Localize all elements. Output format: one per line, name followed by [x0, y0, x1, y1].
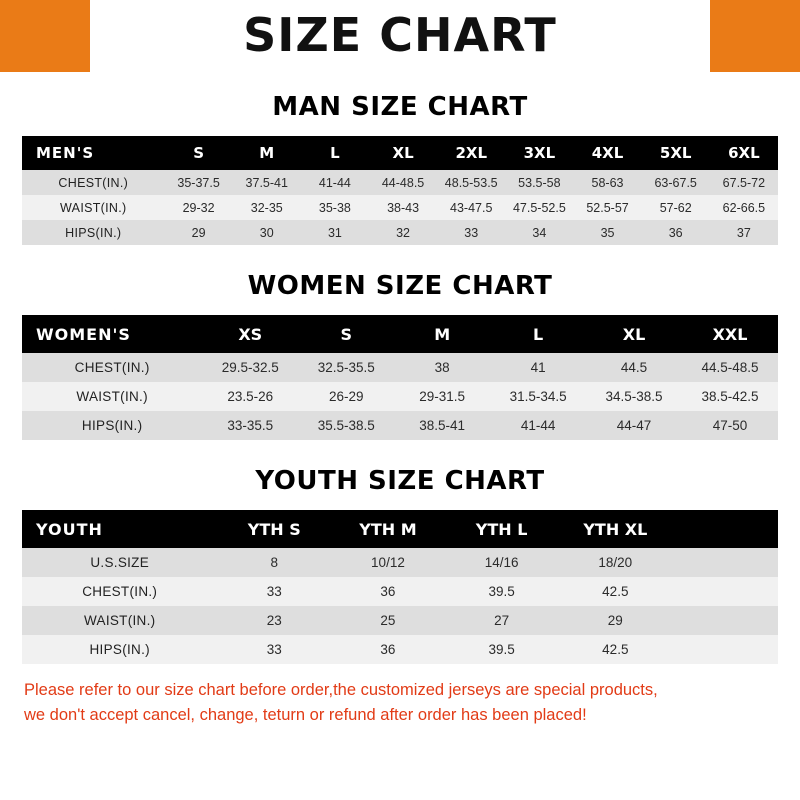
women-hips-2: 38.5-41	[394, 411, 490, 440]
men-hips-4: 33	[437, 220, 505, 245]
disclaimer-line-1: Please refer to our size chart before order,the customized jerseys are special products,	[24, 681, 658, 699]
banner-inner	[90, 0, 710, 72]
table-row	[22, 382, 778, 411]
youth-col-2: YTH L	[445, 510, 559, 548]
youth-row-label-chest: CHEST(IN.)	[22, 577, 217, 606]
youth-col-3: YTH XL	[558, 510, 672, 548]
section-title-youth: YOUTH SIZE CHART	[255, 466, 545, 496]
men-waist-8: 62-66.5	[710, 195, 778, 220]
women-waist-0: 23.5-26	[202, 382, 298, 411]
men-hips-7: 36	[642, 220, 710, 245]
men-col-6: 4XL	[573, 136, 641, 170]
women-chest-1: 32.5-35.5	[298, 353, 394, 382]
women-row-label-hips: HIPS(IN.)	[22, 411, 202, 440]
banner	[0, 0, 800, 72]
youth-hips-3: 42.5	[558, 635, 672, 664]
youth-size-table	[22, 510, 778, 664]
youth-col-spacer	[672, 510, 778, 548]
youth-col-1: YTH M	[331, 510, 445, 548]
women-col-2: M	[394, 315, 490, 353]
men-hips-0: 29	[165, 220, 233, 245]
disclaimer-note	[0, 678, 800, 728]
men-waist-5: 47.5-52.5	[505, 195, 573, 220]
women-chest-5: 44.5-48.5	[682, 353, 778, 382]
women-col-1: S	[298, 315, 394, 353]
youth-cell-spacer	[672, 548, 778, 577]
women-col-0: XS	[202, 315, 298, 353]
table-row	[22, 577, 778, 606]
youth-row-label-ussize: U.S.SIZE	[22, 548, 217, 577]
men-table-head	[22, 136, 778, 170]
men-waist-0: 29-32	[165, 195, 233, 220]
men-row-label-hips: HIPS(IN.)	[22, 220, 165, 245]
men-chest-2: 41-44	[301, 170, 369, 195]
women-waist-4: 34.5-38.5	[586, 382, 682, 411]
table-header-row	[22, 315, 778, 353]
chart-content	[0, 72, 800, 664]
section-title-men: MAN SIZE CHART	[272, 92, 528, 122]
youth-row-label-waist: WAIST(IN.)	[22, 606, 217, 635]
table-row	[22, 548, 778, 577]
table-header-row	[22, 510, 778, 548]
men-waist-6: 52.5-57	[573, 195, 641, 220]
women-col-4: XL	[586, 315, 682, 353]
youth-row-header: YOUTH	[22, 510, 217, 548]
men-chest-4: 48.5-53.5	[437, 170, 505, 195]
men-hips-5: 34	[505, 220, 573, 245]
men-waist-3: 38-43	[369, 195, 437, 220]
men-row-label-chest: CHEST(IN.)	[22, 170, 165, 195]
youth-hips-1: 36	[331, 635, 445, 664]
men-row-header: MEN'S	[22, 136, 165, 170]
men-chest-7: 63-67.5	[642, 170, 710, 195]
table-row	[22, 411, 778, 440]
men-chest-0: 35-37.5	[165, 170, 233, 195]
women-hips-3: 41-44	[490, 411, 586, 440]
youth-hips-0: 33	[217, 635, 331, 664]
youth-ussize-0: 8	[217, 548, 331, 577]
youth-chest-0: 33	[217, 577, 331, 606]
women-chest-0: 29.5-32.5	[202, 353, 298, 382]
women-hips-4: 44-47	[586, 411, 682, 440]
youth-cell-spacer	[672, 606, 778, 635]
youth-waist-1: 25	[331, 606, 445, 635]
women-row-header: WOMEN'S	[22, 315, 202, 353]
men-col-5: 3XL	[505, 136, 573, 170]
youth-waist-0: 23	[217, 606, 331, 635]
disclaimer-line-2: we don't accept cancel, change, teturn or refund after order has been placed!	[24, 705, 587, 724]
table-row	[22, 635, 778, 664]
men-waist-2: 35-38	[301, 195, 369, 220]
men-col-1: M	[233, 136, 301, 170]
men-size-table	[22, 136, 778, 245]
men-hips-1: 30	[233, 220, 301, 245]
youth-ussize-2: 14/16	[445, 548, 559, 577]
men-col-0: S	[165, 136, 233, 170]
women-size-table	[22, 315, 778, 440]
women-hips-0: 33-35.5	[202, 411, 298, 440]
women-chest-4: 44.5	[586, 353, 682, 382]
table-row	[22, 606, 778, 635]
women-waist-5: 38.5-42.5	[682, 382, 778, 411]
youth-cell-spacer	[672, 577, 778, 606]
women-waist-2: 29-31.5	[394, 382, 490, 411]
men-row-label-waist: WAIST(IN.)	[22, 195, 165, 220]
women-waist-3: 31.5-34.5	[490, 382, 586, 411]
table-row	[22, 220, 778, 245]
page-title: SIZE CHART	[243, 8, 557, 62]
section-title-women: WOMEN SIZE CHART	[247, 271, 553, 301]
women-hips-1: 35.5-38.5	[298, 411, 394, 440]
youth-waist-3: 29	[558, 606, 672, 635]
men-waist-4: 43-47.5	[437, 195, 505, 220]
youth-cell-spacer	[672, 635, 778, 664]
men-col-2: L	[301, 136, 369, 170]
women-table-body	[22, 353, 778, 440]
youth-col-0: YTH S	[217, 510, 331, 548]
men-hips-8: 37	[710, 220, 778, 245]
youth-table-head	[22, 510, 778, 548]
youth-table-body	[22, 548, 778, 664]
women-chest-3: 41	[490, 353, 586, 382]
youth-chest-2: 39.5	[445, 577, 559, 606]
women-hips-5: 47-50	[682, 411, 778, 440]
table-row	[22, 195, 778, 220]
men-table-body	[22, 170, 778, 245]
youth-row-label-hips: HIPS(IN.)	[22, 635, 217, 664]
table-row	[22, 170, 778, 195]
men-col-7: 5XL	[642, 136, 710, 170]
women-row-label-chest: CHEST(IN.)	[22, 353, 202, 382]
youth-chest-1: 36	[331, 577, 445, 606]
men-col-3: XL	[369, 136, 437, 170]
men-hips-3: 32	[369, 220, 437, 245]
youth-ussize-1: 10/12	[331, 548, 445, 577]
women-col-3: L	[490, 315, 586, 353]
men-chest-5: 53.5-58	[505, 170, 573, 195]
women-table-head	[22, 315, 778, 353]
youth-hips-2: 39.5	[445, 635, 559, 664]
men-waist-1: 32-35	[233, 195, 301, 220]
women-col-5: XXL	[682, 315, 778, 353]
men-hips-6: 35	[573, 220, 641, 245]
men-col-8: 6XL	[710, 136, 778, 170]
table-row	[22, 353, 778, 382]
men-waist-7: 57-62	[642, 195, 710, 220]
youth-waist-2: 27	[445, 606, 559, 635]
men-chest-1: 37.5-41	[233, 170, 301, 195]
men-col-4: 2XL	[437, 136, 505, 170]
men-chest-8: 67.5-72	[710, 170, 778, 195]
women-row-label-waist: WAIST(IN.)	[22, 382, 202, 411]
table-header-row	[22, 136, 778, 170]
youth-chest-3: 42.5	[558, 577, 672, 606]
men-chest-6: 58-63	[573, 170, 641, 195]
women-waist-1: 26-29	[298, 382, 394, 411]
men-chest-3: 44-48.5	[369, 170, 437, 195]
youth-ussize-3: 18/20	[558, 548, 672, 577]
men-hips-2: 31	[301, 220, 369, 245]
women-chest-2: 38	[394, 353, 490, 382]
